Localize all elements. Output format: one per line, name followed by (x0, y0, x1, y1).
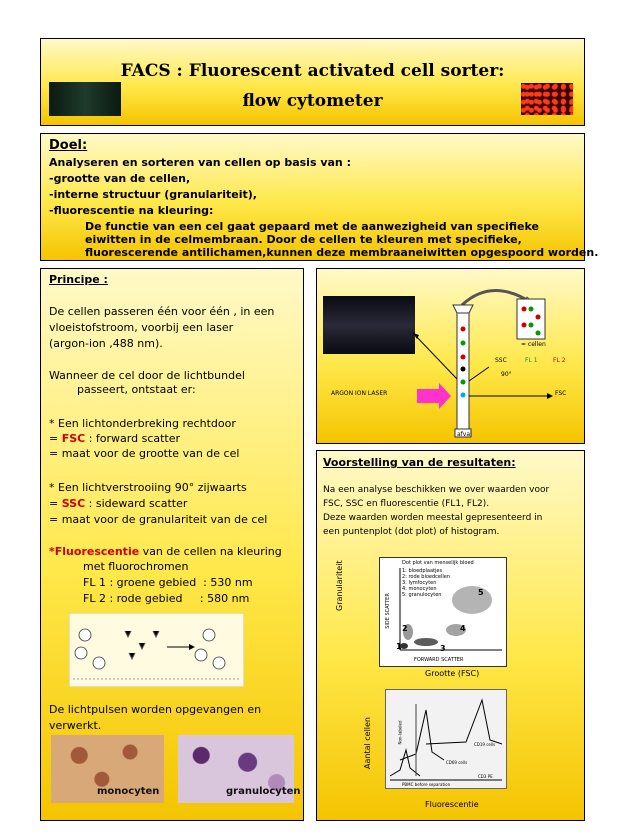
dot-plot-title: Dot plot van menselijk bloed (402, 560, 474, 566)
principle-text: Wanneer de cel door de lichtbundel (49, 369, 245, 382)
dot-plot-number: 3 (440, 644, 446, 653)
goal-panel (40, 133, 599, 261)
dot-plot-ylabel: SIDE SCATTER (384, 593, 391, 629)
fsc-meaning: = maat voor de grootte van de cel (49, 447, 240, 460)
fsc-line: * Een lichtonderbreking rechtdoor (49, 417, 236, 430)
granularity-axis-label: Granulariteit (335, 560, 344, 611)
cell-count-axis-label: Aantal cellen (363, 716, 372, 769)
principle-text: verwerkt. (49, 719, 102, 732)
flow-cytometer-diagram-panel (316, 268, 585, 444)
goal-detail: fluorescerende antilichamen,kunnen deze membraaneiwitten opgespoord worden. (85, 246, 599, 259)
fluorescence-text: met fluorochromen (83, 560, 189, 573)
title-panel (40, 38, 585, 126)
principle-text: passeert, ontstaat er: (49, 383, 196, 396)
size-axis-label: Grootte (FSC) (425, 669, 480, 678)
results-text: FSC, SSC en fluorescentie (FL1, FL2). (323, 499, 490, 509)
flow-cell-schematic (317, 269, 584, 443)
goal-line: -interne structuur (granulariteit), (49, 188, 257, 201)
principle-text: De cellen passeren één voor één , in een (49, 305, 275, 318)
monocyte-label: monocyten (97, 786, 160, 797)
fsc-definition: = FSC : forward scatter (49, 432, 181, 445)
fluorescence-axis-label: Fluorescentie (425, 800, 479, 809)
principle-heading: Principe : (49, 273, 108, 286)
granulocyte-label: granulocyten (226, 786, 301, 797)
goal-line: -grootte van de cellen, (49, 172, 191, 185)
goal-line: Analyseren en sorteren van cellen op basis van : (49, 156, 351, 169)
results-text: Na een analyse beschikken we over waarden voor (323, 485, 550, 495)
granulocyte-photo (178, 735, 301, 803)
histogram-label: Non-labeled (397, 720, 403, 745)
dot-plot-legend: 1: bloedplaatjes 2: rode bloedcellen 3: lymfocyten 4: monocyten 5: granulocyten (402, 568, 451, 598)
waste-label: afval (457, 431, 472, 438)
argon-laser-label: ARGON ION LASER (331, 390, 388, 397)
poster-title: FACS : Fluorescent activated cell sorter: (120, 61, 505, 81)
histogram-label: CD19 cells (474, 742, 496, 747)
fsc-abbr: FSC (61, 432, 86, 445)
dot-plot-xlabel: FORWARD SCATTER (414, 657, 464, 663)
histogram-label: CD3 PE (478, 774, 493, 779)
dot-plot (379, 557, 507, 667)
dot-plot-number: 2 (402, 624, 408, 633)
fl2-label: FL 2 (553, 357, 566, 364)
goal-heading: Doel: (49, 138, 88, 153)
principle-panel (40, 268, 304, 821)
results-text: een puntenplot (dot plot) of histogram. (323, 527, 500, 537)
monocyte-photo (51, 735, 164, 803)
fluorescence-word: Fluorescentie (54, 545, 140, 558)
results-heading: Voorstelling van de resultaten: (323, 456, 516, 469)
fsc-label: FSC (555, 390, 567, 397)
dot-plot-number: 1 (396, 642, 402, 651)
goal-detail: De functie van een cel gaat gepaard met de aanwezigheid van specifieke (85, 220, 539, 233)
principle-text: vloeistofstroom, voorbij een laser (49, 321, 234, 334)
histogram-label: PBMC before separation (402, 782, 451, 787)
principle-text: De lichtpulsen worden opgevangen en (49, 703, 262, 716)
goal-detail: eiwitten in de celmembraan. Door de cellen te kleuren met specifieke, (85, 233, 522, 246)
antibody-binding-diagram (69, 613, 244, 687)
results-panel (316, 450, 585, 821)
ssc-line: * Een lichtverstrooiing 90° zijwaarts (49, 481, 247, 494)
dot-plot-scatter (394, 566, 504, 652)
histogram-plot (385, 689, 507, 789)
results-text: Deze waarden worden meestal gepresenteerd in (323, 513, 543, 523)
fl1-line: FL 1 : groene gebied : 530 nm (83, 576, 253, 589)
cells-legend: = cellen (521, 341, 546, 348)
dot-plot-number: 5 (478, 588, 484, 597)
red-cells-thumbnail (521, 83, 573, 115)
ssc-abbr: SSC (61, 497, 86, 510)
ssc-meaning: = maat voor de granulariteit van de cel (49, 513, 268, 526)
poster-subtitle: flow cytometer (242, 91, 383, 111)
principle-text: (argon-ion ,488 nm). (49, 337, 163, 350)
fl1-label: FL 1 (525, 357, 538, 364)
dot-plot-number: 4 (460, 624, 466, 633)
ssc-definition: = SSC : sideward scatter (49, 497, 188, 510)
angle-label: 90° (501, 371, 512, 378)
goal-line: -fluorescentie na kleuring: (49, 204, 214, 217)
ssc-label: SSC (495, 357, 507, 364)
histogram-label: CD69 cells (446, 760, 468, 765)
fl2-line: FL 2 : rode gebied : 580 nm (83, 592, 250, 605)
fluorescence-line: *Fluorescentie van de cellen na kleuring (49, 545, 282, 558)
